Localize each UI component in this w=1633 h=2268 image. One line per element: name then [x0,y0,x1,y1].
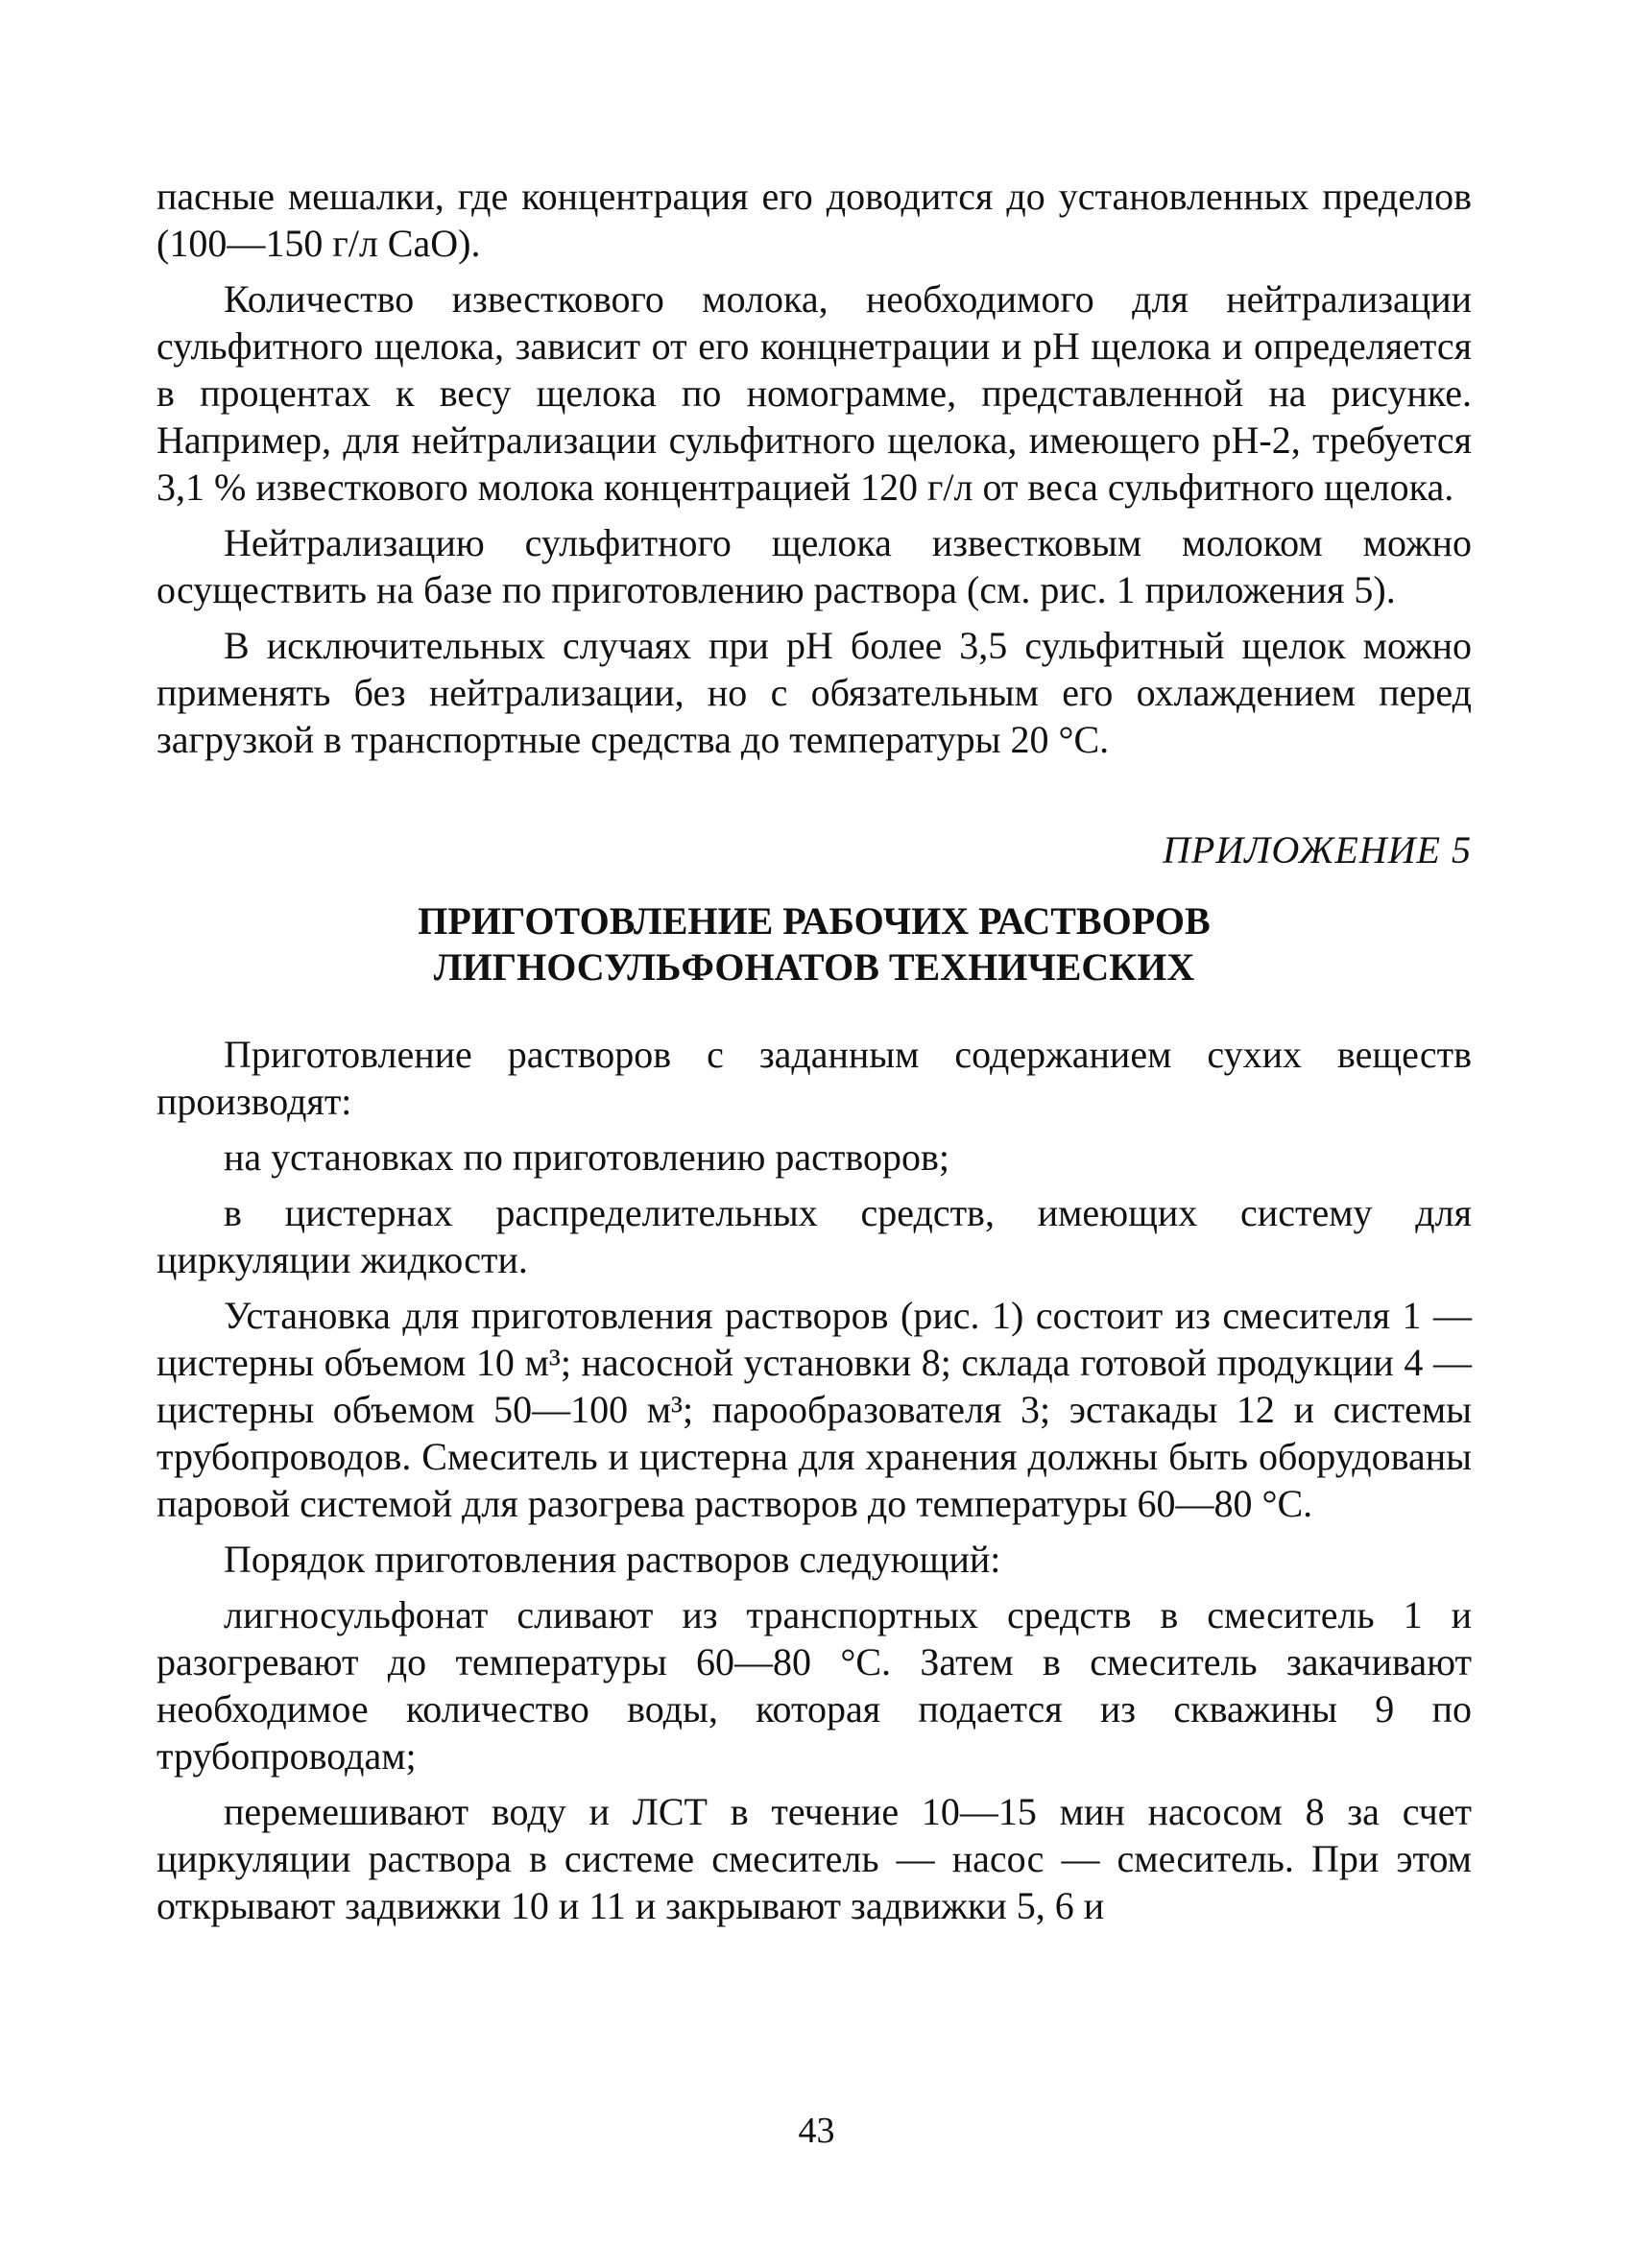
page-body [156,173,1472,1938]
section-title [156,898,1472,991]
paragraph-1: пасные мешалки, где концентрация его доводится до установленных пределов (100—150 г/л CaO). [156,175,1472,265]
paragraph-5: Приготовление растворов с заданным содержанием сухих веществ производят: [156,1033,1472,1123]
paragraph-3: Нейтрализацию сульфитного щелока известковым молоком можно осуществить на базе по приготовлению раствора (см. рис. 1 приложения 5). [156,521,1472,611]
paragraph-11: перемешивают воду и ЛСТ в течение 10—15 мин насосом 8 за счет циркуляции раствора в системе смеситель — насос — смеситель. При этом открывают задвижки 10 и 11 и закрывают задвижки 5, 6 и [156,1790,1472,1927]
paragraph-2: Количество известкового молока, необходимого для нейтрализации сульфитного щелока, зависит от его концнетрации и pH щелока и определяется в процентах к весу щелока по номограмме, представленной на рисунке. Например, для нейтрализации сульфитного щелока, имеющего pH-2, требуется 3,1 % известкового молока концентрацией 120 г/л от веса сульфитного щелока. [156,277,1472,509]
paragraph-10: лигносульфонат сливают из транспортных средств в смеситель 1 и разогревают до температуры 60—80 °С. Затем в смеситель закачивают необходимое количество воды, которая подается из скважины 9 по трубопроводам; [156,1593,1472,1778]
appendix-label: ПРИЛОЖЕНИЕ 5 [1163,828,1472,871]
section-title-line-2: ЛИГНОСУЛЬФОНАТОВ ТЕХНИЧЕСКИХ [433,945,1195,989]
paragraph-6: на установках по приготовлению растворов; [224,1135,949,1179]
page-number: 43 [798,2111,835,2151]
paragraph-7: в цистернах распределительных средств, имеющих систему для циркуляции жидкости. [156,1191,1472,1281]
paragraph-8: Установка для приготовления растворов (рис. 1) состоит из смесителя 1 — цистерны объемом 10 м³; насосной установки 8; склада готовой продукции 4 — цистерны объемом 50—100 м³; парообразователя 3; эстакады 12 и системы трубопроводов. Смеситель и цистерна для хранения должны быть оборудованы паровой системой для разогрева растворов до температуры 60—80 °С. [156,1294,1472,1525]
paragraph-4: В исключительных случаях при pH более 3,5 сульфитный щелок можно применять без нейтрализации, но с обязательным его охлаждением перед загрузкой в транспортные средства до температуры 20 °С. [156,624,1472,761]
paragraph-9: Порядок приготовления растворов следующий: [224,1538,1001,1581]
section-title-line-1: ПРИГОТОВЛЕНИЕ РАБОЧИХ РАСТВОРОВ [418,899,1211,943]
